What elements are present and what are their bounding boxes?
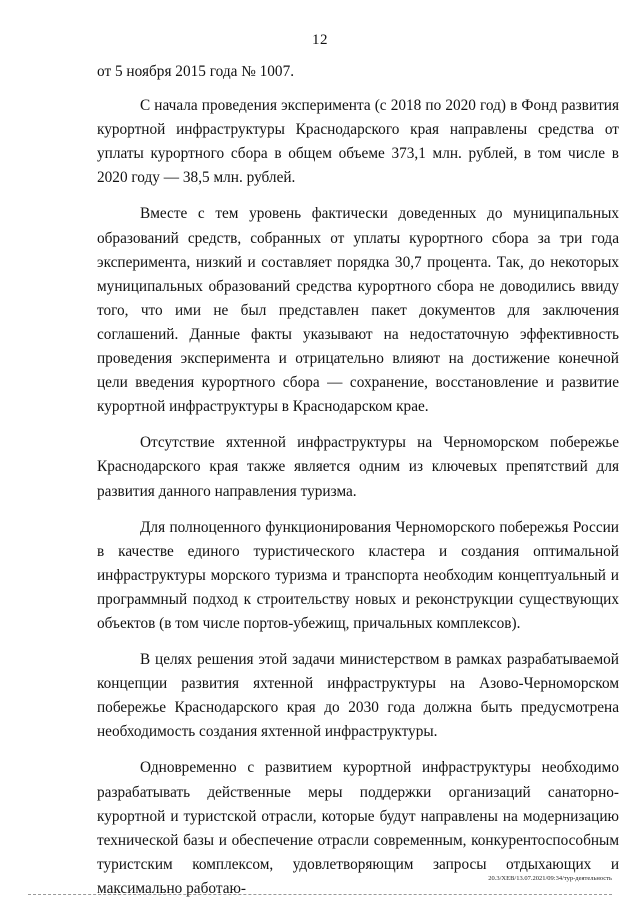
paragraph-black-sea-coast: Для полноценного функционирования Черноморского побережья России в качестве единого туристического кластера и создания оптимальной инфраструктуры морского туризма и транспорта необходим концептуальный и программный подход к строительству новых и реконструкции существующих объектов (в том числе портов-убежищ, причальных комплексов). xyxy=(97,518,619,632)
paragraph-resort-fee-funds: С начала проведения эксперимента (с 2018 по 2020 год) в Фонд развития курортной инфраструктуры Краснодарского края направлены средства от уплаты курортного сбора в общем объеме 373,1 млн. рублей, в том числе в 2020 году — 38,5 млн. рублей. xyxy=(97,97,619,187)
scan-edge-divider xyxy=(28,894,612,895)
page-number: 12 xyxy=(312,32,328,48)
paragraph-funds-distribution: Вместе с тем уровень фактически доведенных до муниципальных образований средств, собранных от уплаты курортного сбора за три года эксперимента, низкий и составляет порядка 30,7 процента. Так, до некоторых муниципальных образований средства курортного сбора не доводились ввиду того, что ими не был представлен пакет документов для заключения соглашений. Данные факты указывают на недостаточную эффективность проведения эксперимента и отрицательно влияют на достижение конечной цели введения курортного сбора — сохранение, восстановление и развитие курортной инфраструктуры в Краснодарском крае. xyxy=(97,205,619,416)
paragraph-continuation: от 5 ноября 2015 года № 1007. xyxy=(97,63,295,80)
paragraph-support-measures: Одновременно с развитием курортной инфраструктуры необходимо разрабатывать действенные меры поддержки организаций санаторно-курортной и туристской отрасли, которые будут направлены на модернизацию технической базы и обеспечение отрасли современным, конкурентоспособным туристским комплексом, удовлетворяющим запросы отдыхающих и максимально работаю- xyxy=(97,759,619,897)
document-body xyxy=(97,60,619,913)
paragraph-ministry-concept: В целях решения этой задачи министерством в рамках разрабатываемой концепции развития яхтенной инфраструктуры на Азово-Черноморском побережье Краснодарского края до 2030 года должна быть предусмотрена необходимость создания яхтенной инфраструктуры. xyxy=(97,651,619,741)
paragraph-yacht-infrastructure: Отсутствие яхтенной инфраструктуры на Черноморском побережье Краснодарского края также является одним из ключевых препятствий для развития данного направления туризма. xyxy=(97,434,619,500)
document-footer-code: 20.3/ХЕВ/13.07.2021/09:34/тур-деятельность xyxy=(488,875,612,882)
